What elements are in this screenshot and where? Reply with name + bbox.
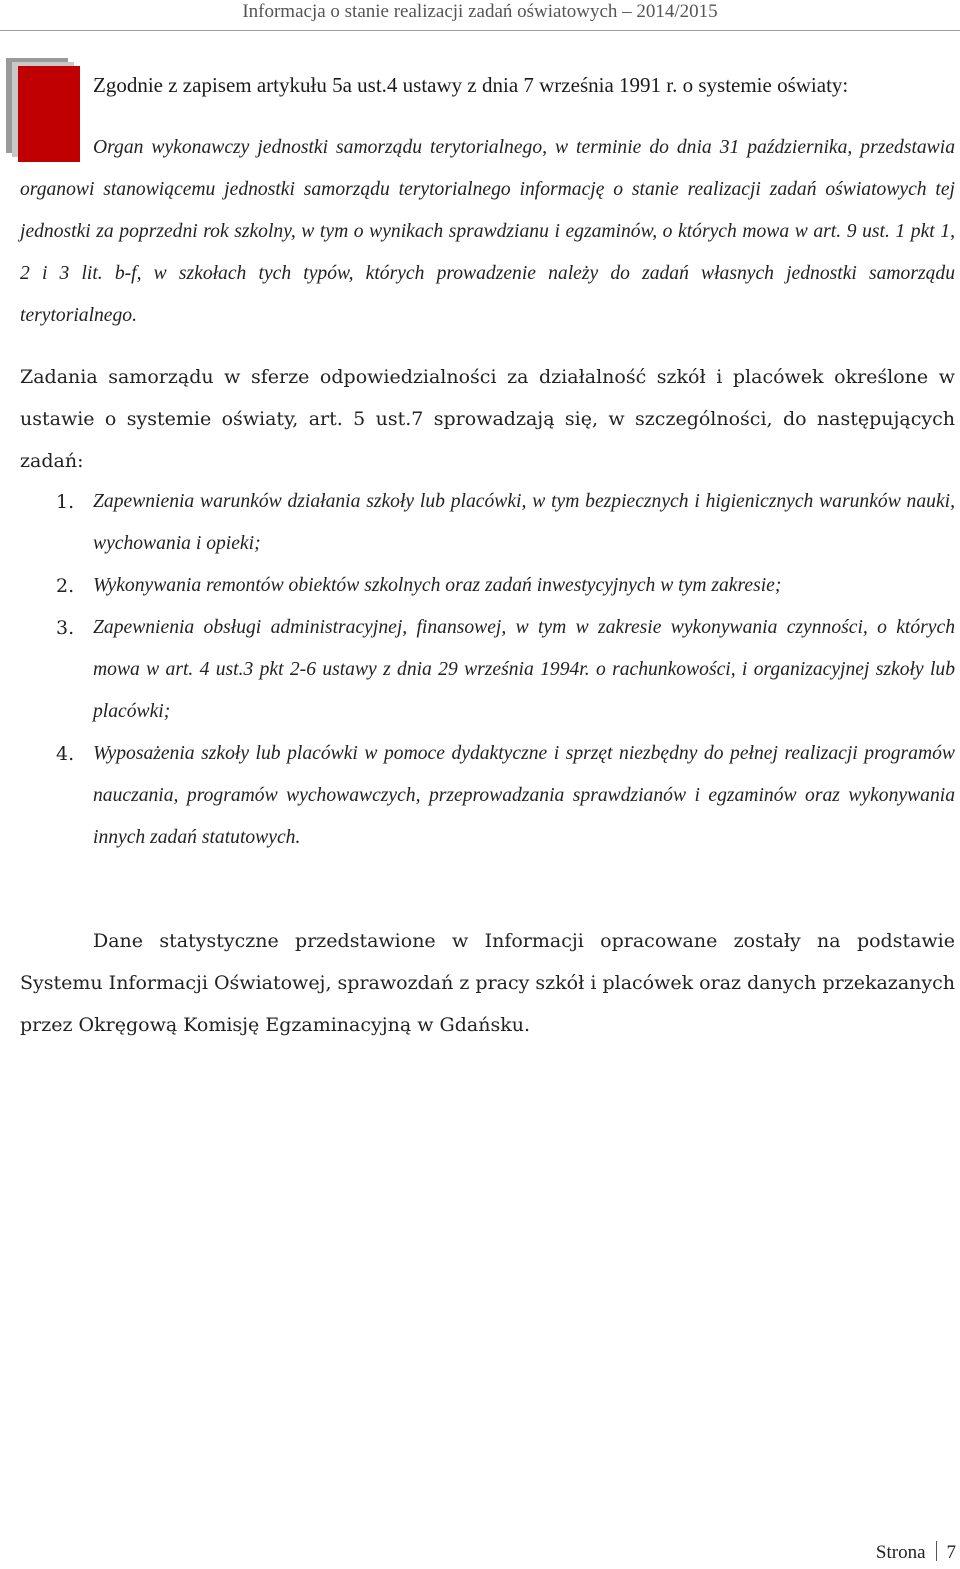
- task-number: 4.: [56, 743, 75, 765]
- task-number: 2.: [56, 575, 75, 597]
- task-number: 1.: [56, 491, 75, 513]
- header-divider: [0, 30, 960, 31]
- page-number: 7: [946, 1542, 956, 1563]
- task-item: [20, 481, 955, 565]
- task-list: [20, 481, 955, 859]
- task-text: Zapewnienia obsługi administracyjnej, finansowej, w tym w zakresie wykonywania czynności, o których mowa w art. 4 ust.3 pkt 2-6 ustawy z dnia 29 września 1994r. o rachunkowości, i organizacyjnej szkoły lub placówki;: [93, 617, 955, 722]
- task-item: [20, 565, 955, 607]
- tasks-intro-paragraph: Zadania samorządu w sferze odpowiedzialności za działalność szkół i placówek określone w ustawie o systemie oświaty, art. 5 ust.7 sprowadzają się, w szczególności, do następujących zadań:: [20, 366, 955, 472]
- footer-separator: [936, 1541, 937, 1561]
- task-item: [20, 733, 955, 859]
- task-text: Zapewnienia warunków działania szkoły lub placówki, w tym bezpiecznych i higienicznych warunków nauki, wychowania i opieki;: [93, 491, 955, 554]
- task-text: Wyposażenia szkoły lub placówki w pomoce dydaktyczne i sprzęt niezbędny do pełnej realizacji programów nauczania, programów wychowawczych, przeprowadzania sprawdzianów i egzaminów oraz wykonywania innych zadań statutowych.: [93, 743, 955, 848]
- page-footer: [876, 1541, 956, 1565]
- task-item: [20, 607, 955, 733]
- task-text: Wykonywania remontów obiektów szkolnych oraz zadań inwestycyjnych w tym zakresie;: [93, 575, 782, 596]
- running-header: Informacja o stanie realizacji zadań oświatowych – 2014/2015: [242, 1, 718, 22]
- statistics-source-paragraph: Dane statystyczne przedstawione w Informacji opracowane zostały na podstawie Systemu Informacji Oświatowej, sprawozdań z pracy szkół i placówek oraz danych przekazanych przez Okręgową Komisję Egzaminacyjną w Gdańsku.: [20, 930, 955, 1036]
- task-number: 3.: [56, 617, 75, 639]
- quoted-statute-paragraph: Organ wykonawczy jednostki samorządu terytorialnego, w terminie do dnia 31 października, przedstawia organowi stanowiącemu jednostki samorządu terytorialnego informację o stanie realizacji zadań oświatowych tej jednostki za poprzedni rok szkolny, w tym o wynikach sprawdzianu i egzaminów, o których mowa w art. 9 ust. 1 pkt 1, 2 i 3 lit. b-f, w szkołach tych typów, których prowadzenie należy do zadań własnych jednostki samorządu terytorialnego.: [20, 137, 955, 326]
- intro-paragraph: Zgodnie z zapisem artykułu 5a ust.4 ustawy z dnia 7 września 1991 r. o systemie oświaty:: [93, 73, 849, 97]
- page-label: Strona: [875, 1542, 926, 1563]
